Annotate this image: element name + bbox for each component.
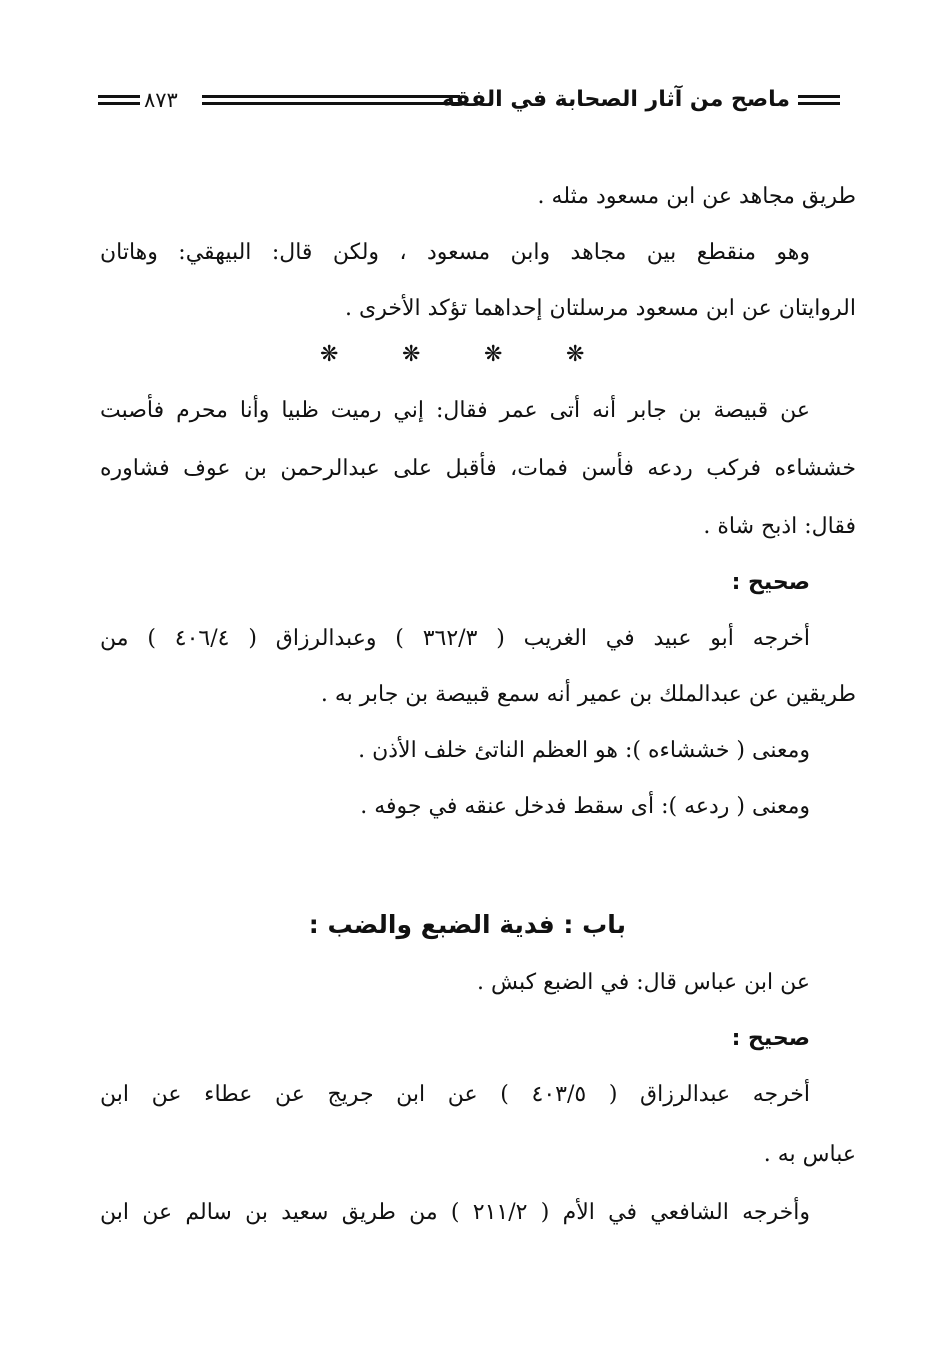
text-line: ومعنى ( خششاءه ): هو العظم الناتئ خلف الأذن . [358,738,810,763]
text-line: طريق مجاهد عن ابن مسعود مثله . [537,184,856,209]
page-number: ٨٧٣ [144,88,178,112]
text-line: وأخرجه الشافعي في الأم ( ٢١١/٢ ) من طريق سعيد بن سالم عن ابن [100,1200,810,1225]
text-line: أخرجه عبدالرزاق ( ٤٠٣/٥ ) عن ابن جريج عن عطاء عن ابن [100,1082,810,1107]
star-ornament-icon: ❋ [402,342,421,367]
chapter-heading: باب : فدية الضبع والضب : [308,910,626,939]
header-rule-middle [202,95,460,105]
star-ornament-icon: ❋ [320,342,339,367]
section-divider-stars [320,340,590,370]
grading-label: صحيح : [731,570,810,595]
text-line: أخرجه أبو عبيد في الغريب ( ٣٦٢/٣ ) وعبدالرزاق ( ٤٠٦/٤ ) من [100,626,810,651]
header-rule-left [98,95,140,105]
book-title: ماصح من آثار الصحابة في الفقه [441,87,790,112]
text-line: فقال: اذبح شاة . [703,514,856,539]
star-ornament-icon: ❋ [484,342,503,367]
text-line: وهو منقطع بين مجاهد وابن مسعود ، ولكن قال: البيهقي: وهاتان [100,240,810,265]
header-rule-right [798,95,840,105]
text-line: الروايتان عن ابن مسعود مرسلتان إحداهما تؤكد الأخرى . [345,296,856,321]
text-line: عن ابن عباس قال: في الضبع كبش . [477,970,810,995]
page-header [98,82,840,118]
text-line: عباس به . [763,1142,856,1167]
text-line: طريقين عن عبدالملك بن عمير أنه سمع قبيصة بن جابر به . [320,682,856,707]
text-line: ومعنى ( ردعه ): أى سقط فدخل عنقه في جوفه . [360,794,810,819]
text-line: عن قبيصة بن جابر أنه أتى عمر فقال: إني رميت ظبيا وأنا محرم فأصبت [100,398,810,423]
text-line: خششاءه فركب ردعه فأسن فمات، فأقبل على عبدالرحمن بن عوف فشاوره [100,456,856,481]
grading-label: صحيح : [731,1026,810,1051]
star-ornament-icon: ❋ [566,342,585,367]
